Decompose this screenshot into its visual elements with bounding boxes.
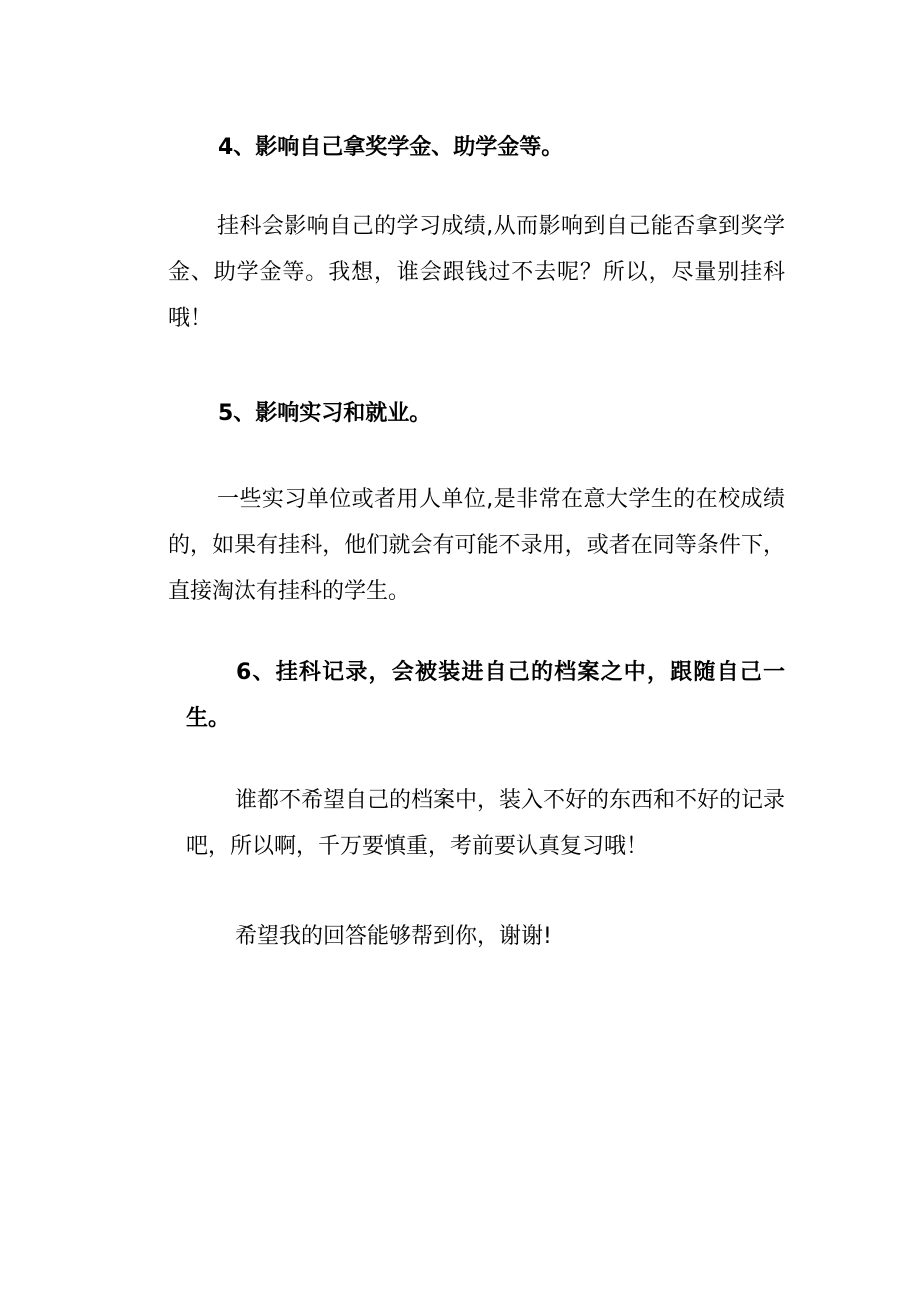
section-6-heading: 6、挂科记录，会被装进自己的档案之中，跟随自己一生。 (186, 660, 785, 731)
section-6-body: 谁都不希望自己的档案中，装入不好的东西和不好的记录吧，所以啊，千万要慎重，考前要认真复习哦！ (186, 788, 786, 859)
section-5-heading: 5、影响实习和就业。 (218, 401, 432, 426)
closing-line: 希望我的回答能够帮到你，谢谢! (235, 924, 552, 949)
section-4-body: 挂科会影响自己的学习成绩,从而影响到自己能否拿到奖学金、助学金等。我想，谁会跟钱过不去呢？所以，尽量别挂科哦！ (168, 214, 785, 331)
section-4-heading: 4、影响自己拿奖学金、助学金等。 (218, 135, 564, 160)
section-5-body: 一些实习单位或者用人单位,是非常在意大学生的在校成绩的，如果有挂科，他们就会有可能不录用，或者在同等条件下，直接淘汰有挂科的学生。 (168, 487, 785, 604)
